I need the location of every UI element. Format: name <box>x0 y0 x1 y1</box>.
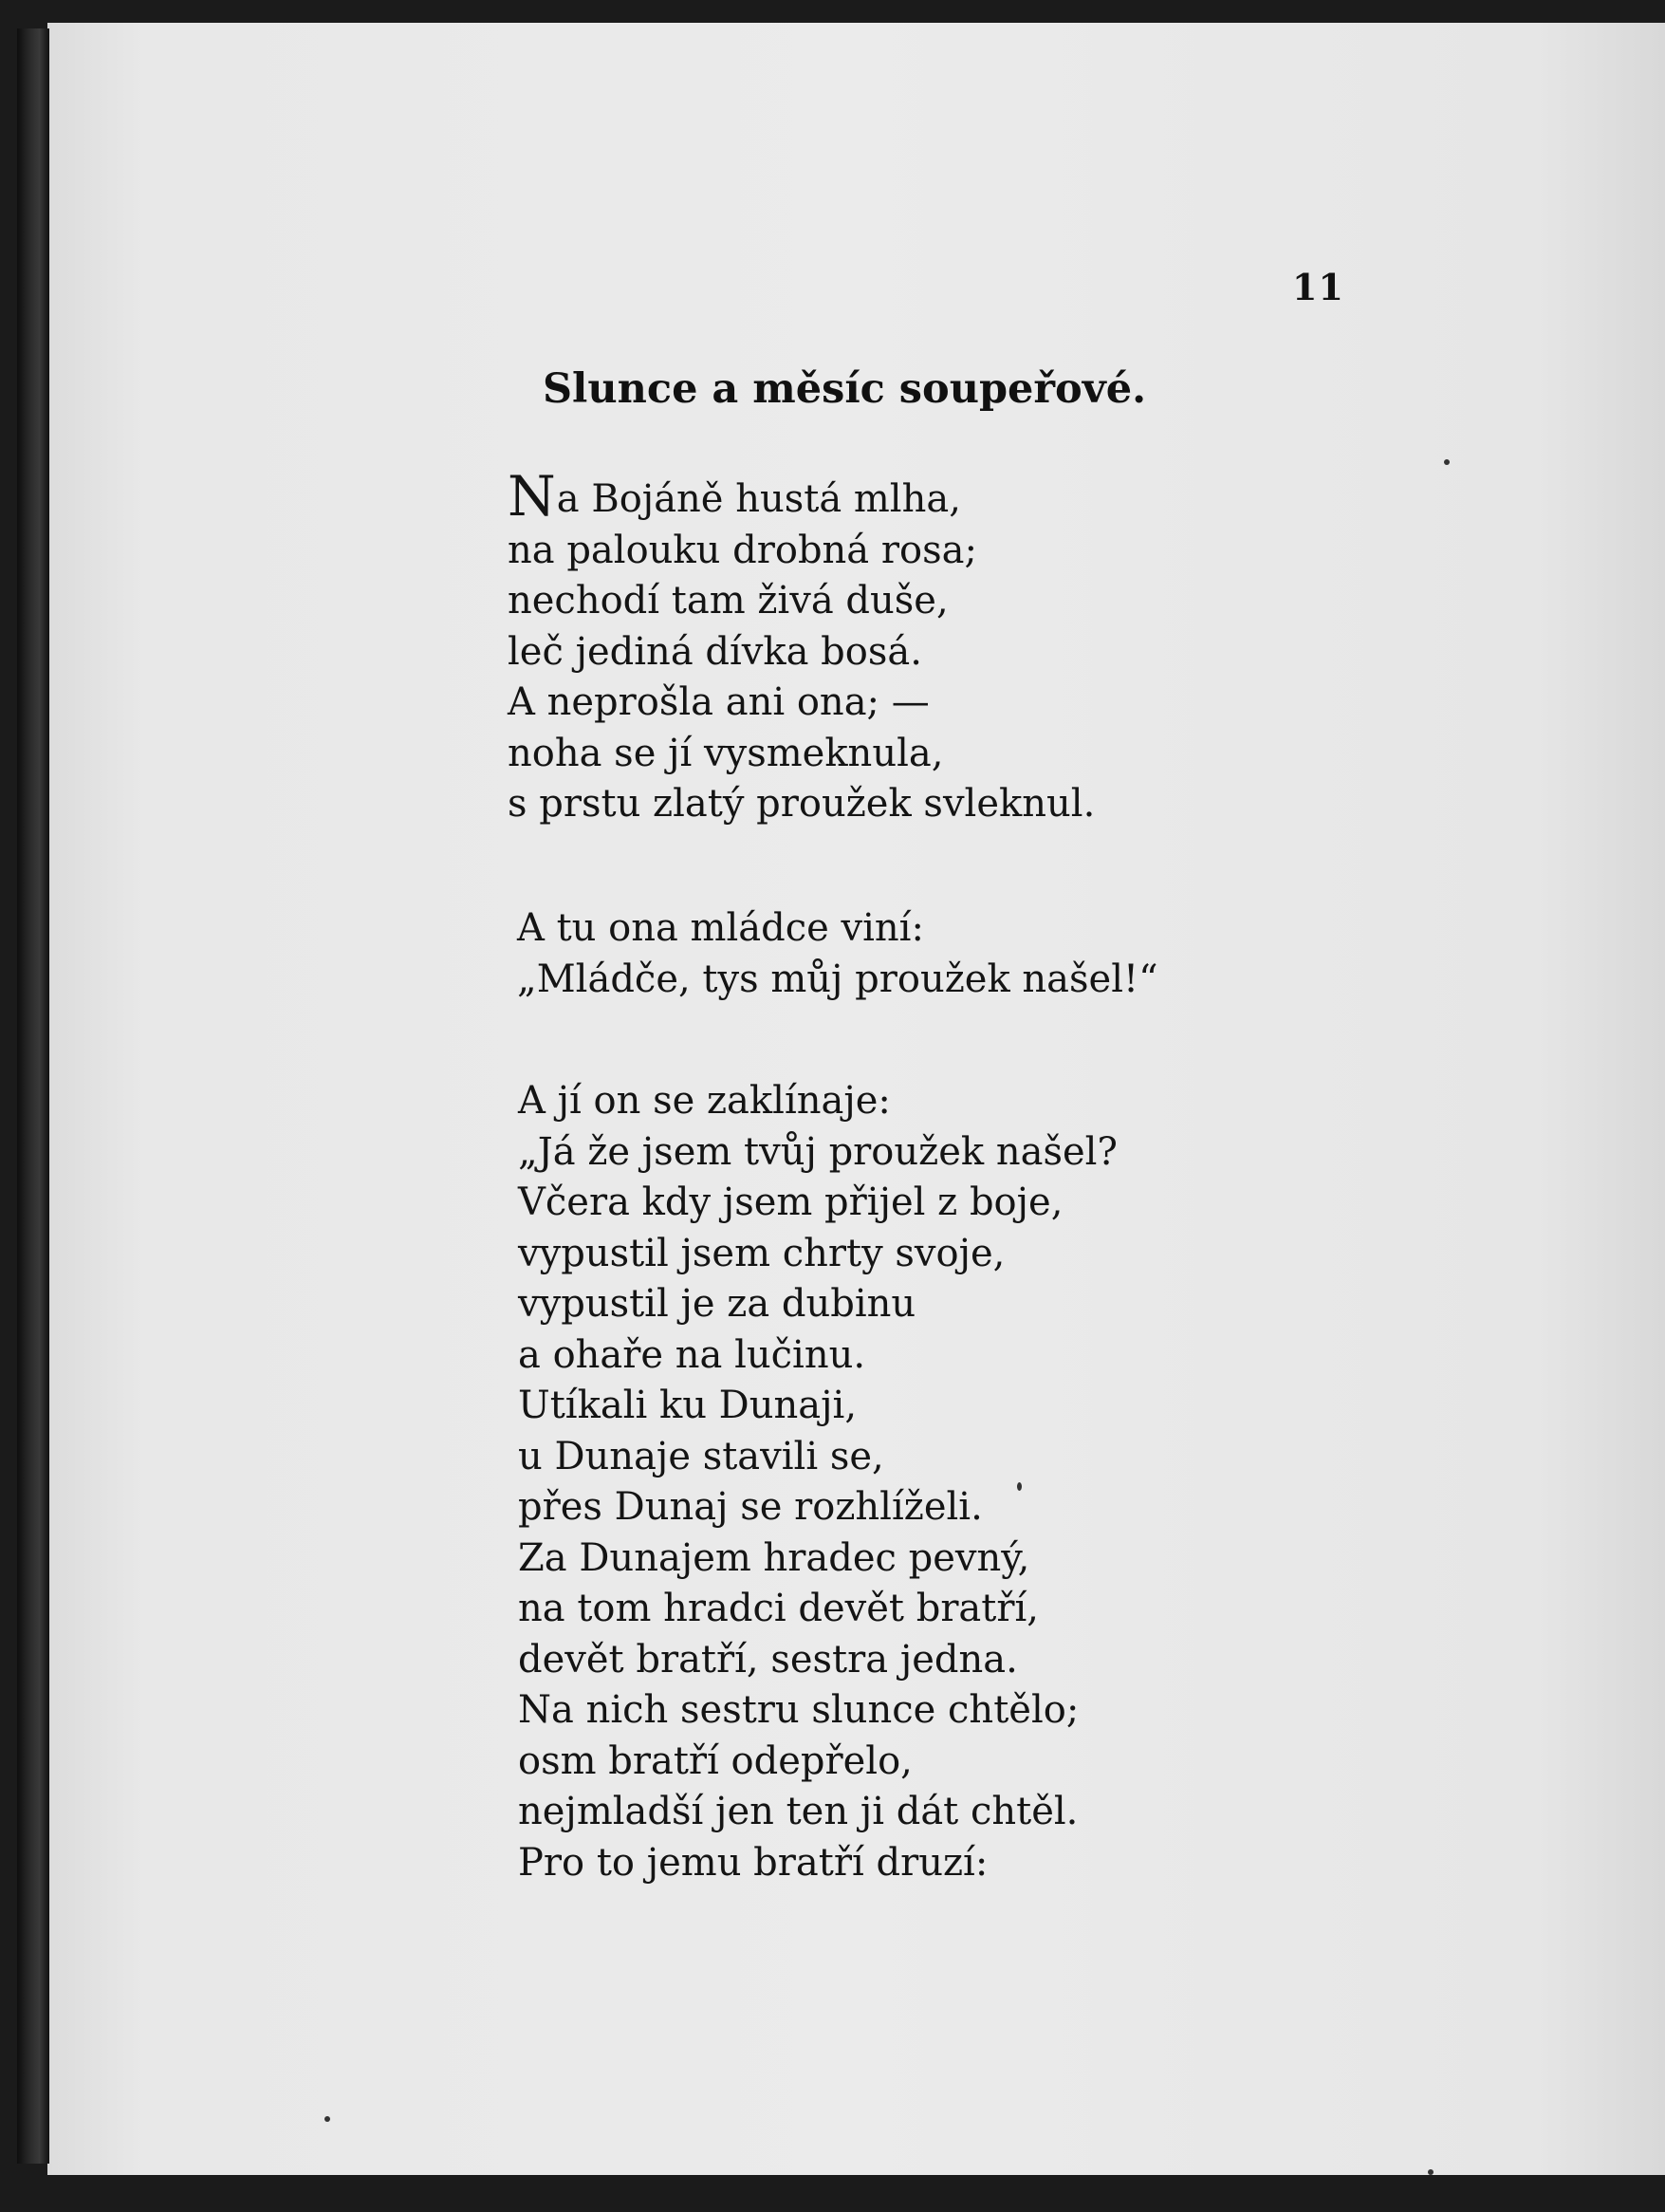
verse-line: Včera kdy jsem přijel z boje, <box>518 1180 1064 1224</box>
stanza-3 <box>518 1076 1118 1888</box>
verse-line: devět bratří, sestra jedna. <box>518 1637 1018 1682</box>
verse-line: noha se jí vysmeknula, <box>508 731 944 775</box>
verse-line: Na Bojáně hustá mlha, <box>508 464 961 529</box>
verse-line: leč jediná dívka bosá. <box>508 629 922 674</box>
verse-line: Utíkali ku Dunaji, <box>518 1384 858 1427</box>
verse-line: osm bratří odepřelo, <box>518 1738 913 1783</box>
verse-line: vypustil jsem chrty svoje, <box>518 1231 1006 1275</box>
verse-line: s prstu zlatý proužek svleknul. <box>508 782 1096 826</box>
stanza-2 <box>517 903 1158 1005</box>
verse-line: u Dunaje stavili se, <box>518 1434 884 1478</box>
verse-line: a ohaře na lučinu. <box>518 1332 866 1377</box>
paper-speck <box>324 2116 330 2122</box>
page-number: 11 <box>1292 266 1344 308</box>
verse-line: A tu ona mládce viní: <box>517 906 924 950</box>
verse-line: na palouku drobná rosa; <box>508 528 977 572</box>
verse-line: „Já že jsem tvůj proužek našel? <box>518 1129 1118 1174</box>
verse-line: Pro to jemu bratří druzí: <box>518 1840 989 1885</box>
verse-line: na tom hradci devět bratří, <box>518 1587 1039 1630</box>
paper-speck <box>1017 1482 1022 1491</box>
verse-line: nejmladší jen ten ji dát chtěl. <box>518 1790 1079 1833</box>
verse-line: „Mládče, tys můj proužek našel!“ <box>517 957 1158 1001</box>
verse-line: nechodí tam živá duše, <box>508 579 949 623</box>
verse-line: Za Dunajem hradec pevný, <box>518 1535 1030 1580</box>
book-spine-edge <box>17 28 49 2164</box>
verse-line: A jí on se zaklínaje: <box>518 1079 891 1123</box>
verse-line: A neprošla ani ona; — <box>508 680 930 724</box>
verse-line: přes Dunaj se rozhlíželi. <box>518 1485 983 1529</box>
stanza-1 <box>508 464 1096 830</box>
verse-line: Na nich sestru slunce chtělo; <box>518 1688 1080 1732</box>
verse-line: vypustil je za dubinu <box>518 1282 916 1326</box>
poem-title: Slunce a měsíc soupeřové. <box>543 365 1147 413</box>
drop-initial: N <box>508 464 556 529</box>
paper-speck <box>1444 459 1450 465</box>
paper-speck <box>1428 2169 1434 2175</box>
